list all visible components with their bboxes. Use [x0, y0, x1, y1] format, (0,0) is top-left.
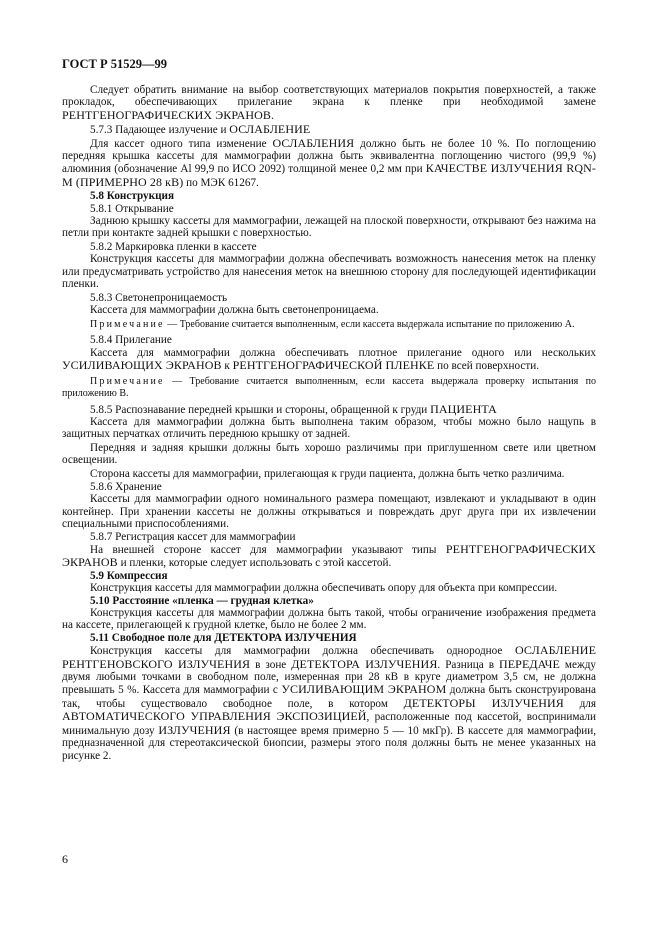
term: ДЕТЕКТОРА ИЗЛУЧЕНИЯ — [214, 631, 357, 644]
term: ОСЛАБЛЕНИЕ — [229, 122, 311, 137]
term: ПАЦИЕНТА — [430, 401, 497, 416]
note-2 — [62, 376, 596, 400]
term: РЕНТГЕНОГРАФИЧЕСКОЙ ПЛЕНКЕ — [232, 358, 435, 373]
text: для — [563, 697, 597, 710]
text: по всей поверхности. — [434, 360, 539, 373]
text: 5.7.3 Падающее излучение и — [90, 124, 230, 137]
text: (в настоящее время примерно 5 — 10 мкГр). В кассете для маммографии, предназначенной для стереотаксической биопсии, размеры этого поля должны быть не менее указанных на рисунке 2. — [62, 724, 596, 762]
term: РЕНТГЕНОГРАФИЧЕСКИХ ЭКРАНОВ. — [62, 107, 275, 122]
paragraph-5-8-4 — [62, 347, 596, 373]
heading-5-8-6: 5.8.6 Хранение — [90, 480, 162, 493]
heading-5-8: 5.8 Конструкция — [90, 190, 175, 203]
paragraph-5-8-6: Кассеты для маммографии одного номинального размера помещают, извлекают и укладывают в один контейнер. При хранении кассеты не должны открываться и повреждать друг друга при их извлечении специальными приспособлениями. — [62, 493, 596, 531]
text: 5.11 Свободное поле для — [90, 631, 215, 644]
page-number: 6 — [62, 852, 68, 866]
heading-5-8-1: 5.8.1 Открывание — [90, 202, 174, 215]
text: , расположенные под кассетой, воспринимали минимальную дозу — [62, 711, 596, 737]
term: ДЕТЕКТОРА ИЗЛУЧЕНИЯ — [291, 656, 438, 671]
text: между двумя любыми точками в свободном поле, измеренная при 28 кВ в круге диаметром 3,5 см, не должна превышать 5 %. Кассета для маммографии с — [62, 658, 596, 697]
heading-5-9: 5.9 Компрессия — [90, 569, 168, 582]
text: в зоне — [250, 658, 292, 671]
paragraph-5-7-3 — [62, 137, 596, 190]
term: ПЕРЕДАЧЕ — [498, 656, 560, 671]
text: должна быть сконструирована так, чтобы существовало свободное поле, в котором — [62, 684, 597, 710]
heading-5-8-3: 5.8.3 Светонепроницаемость — [90, 291, 228, 304]
page-body — [62, 84, 596, 762]
text: . Разница в — [437, 658, 499, 671]
paragraph-5-8-5-c: Сторона кассеты для маммографии, прилегающая к груди пациента, должна быть четко различима. — [90, 467, 565, 480]
document-header: ГОСТ Р 51529—99 — [62, 57, 168, 71]
text: должно быть не более 10 %. По поглощению передняя крышка кассеты для маммографии должна быть эквивалентна поглощению чистого (99,9 %) алюминия (обозначение Al 99,9 по ИСО 2092) толщиной менее 0,2 мм при — [62, 137, 596, 176]
text: Следует обратить внимание на выбор соответствующих материалов покрытия поверхностей, а также прокладок, обеспечивающих прилегание экрана к пленке при необходимой замене — [62, 84, 596, 109]
term: АВТОМАТИЧЕСКОГО УПРАВЛЕНИЯ ЭКСПОЗИЦИЕЙ — [62, 709, 367, 724]
paragraph-5-8-1: Заднюю крышку кассеты для маммографии, лежащей на плоской поверхности, открывают без нажима на петли при контакте задней крышки с поверхностью. — [62, 215, 596, 240]
heading-5-8-7: 5.8.7 Регистрация кассет для маммографии — [90, 530, 296, 543]
paragraph-5-9: Конструкция кассеты для маммографии должна обеспечивать опору для объекта при компрессии. — [90, 582, 558, 595]
paragraph-intro — [62, 84, 596, 122]
heading-5-10: 5.10 Расстояние «пленка — грудная клетка» — [90, 594, 314, 607]
term: РЕНТГЕНОГРАФИЧЕСКИХ ЭКРАНОВ — [62, 542, 596, 570]
term: ИЗЛУЧЕНИЯ — [158, 722, 231, 737]
term: ОСЛАБЛЕНИЯ — [272, 135, 355, 150]
paragraph-5-11 — [62, 644, 596, 762]
text: — Требование считается выполненным, если кассета выдержала проверку испытания по приложению В. — [62, 375, 596, 399]
paragraph-5-8-2: Конструкция кассеты для маммографии должна обеспечивать возможность нанесения меток на пленку или предусматривать устройство для нанесения меток на внешнюю сторону для последующей идентификации пленки. — [62, 253, 596, 291]
note-label: Примечание — [90, 375, 165, 387]
text: к — [221, 360, 233, 373]
note-label: Примечание — [90, 319, 165, 331]
paragraph-5-8-5-a: Кассета для маммографии должна быть выполнена таким образом, чтобы можно было нащупь в защитных перчатках отличить переднюю крышку от задней. — [62, 415, 596, 441]
text: Для кассет одного типа изменение — [90, 137, 273, 150]
paragraph-5-10: Конструкция кассеты для маммографии должна быть такой, чтобы ограничение изображения предмета на кассете, прилегающей к грудной клетке, было не более 2 мм. — [62, 607, 596, 632]
text: 5.8.5 Распознавание передней крышки и стороны, обращенной к груди — [90, 403, 431, 416]
text: по МЭК 61267. — [183, 176, 259, 189]
note-1 — [62, 319, 596, 331]
term: ДЕТЕКТОРЫ ИЗЛУЧЕНИЯ — [403, 695, 564, 710]
heading-5-8-5 — [62, 403, 596, 416]
paragraph-5-8-3: Кассета для маммографии должна быть светонепроницаема. — [90, 303, 379, 316]
text: и пленки, которые следует использовать с этой кассетой. — [117, 557, 392, 570]
term: УСИЛИВАЮЩИХ ЭКРАНОВ — [62, 358, 222, 373]
paragraph-5-8-5-b: Передняя и задняя крышки должны быть хорошо различимы при приглушенном свете или цветном освещении. — [62, 441, 596, 467]
heading-5-7-3 — [62, 123, 596, 136]
paragraph-5-8-7 — [62, 543, 596, 570]
heading-5-8-4: 5.8.4 Прилегание — [90, 334, 172, 347]
text: На внешней стороне кассет для маммографии указывают типы — [90, 544, 446, 556]
term: ОСЛАБЛЕНИЕ РЕНТГЕНОВСКОГО ИЗЛУЧЕНИЯ — [62, 643, 596, 671]
text: Кассета для маммографии должна обеспечивать плотное прилегание одного или нескольких — [90, 346, 596, 359]
text: Конструкция кассеты для маммографии должна обеспечивать однородное — [90, 645, 515, 658]
text: — Требование считается выполненным, если кассета выдержала испытание по приложению А. — [164, 319, 575, 331]
heading-5-8-2: 5.8.2 Маркировка пленки в кассете — [90, 240, 257, 253]
term: УСИЛИВАЮЩИМ ЭКРАНОМ — [281, 682, 447, 697]
term: КАЧЕСТВЕ ИЗЛУЧЕНИЯ RQN-M (ПРИМЕРНО 28 кВ) — [62, 161, 596, 189]
